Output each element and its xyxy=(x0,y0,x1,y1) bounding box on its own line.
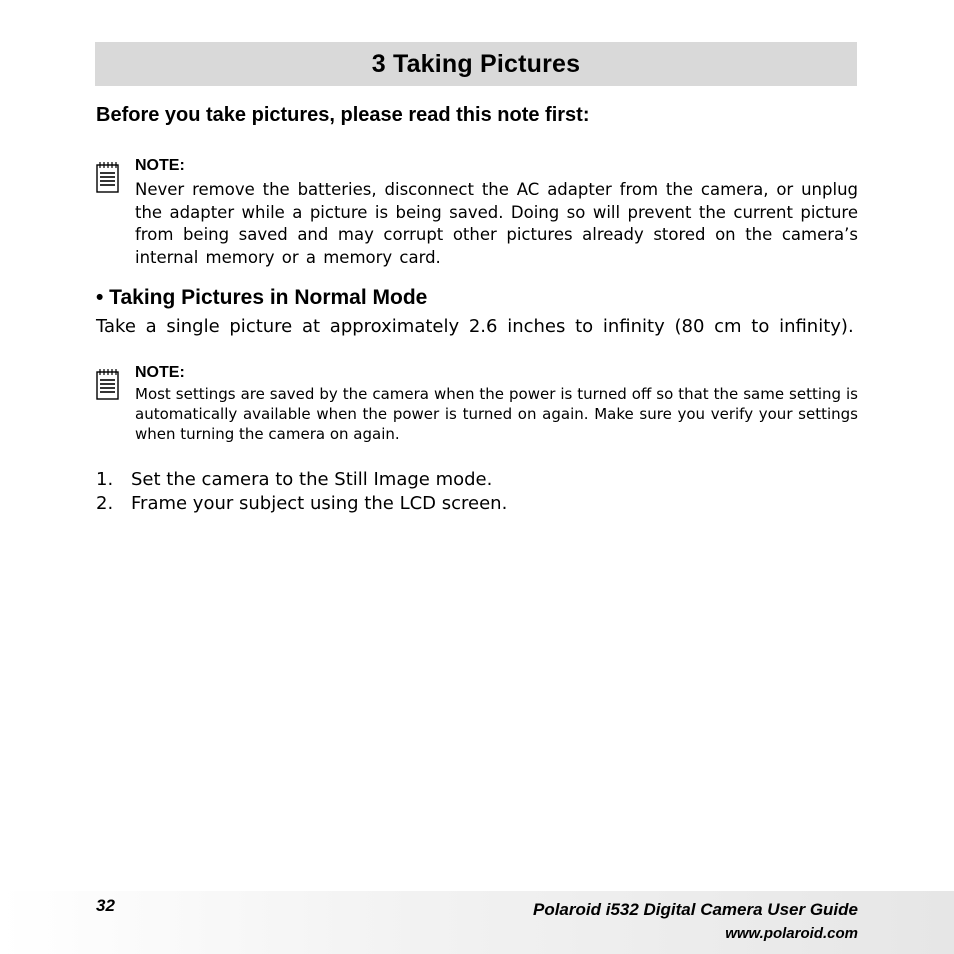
intro-heading: Before you take pictures, please read this note first: xyxy=(96,104,590,126)
list-item xyxy=(96,492,507,516)
website-url: www.polaroid.com xyxy=(725,925,858,942)
step-text: Frame your subject using the LCD screen. xyxy=(131,493,508,514)
step-text: Set the camera to the Still Image mode. xyxy=(131,469,493,490)
page-number: 32 xyxy=(96,896,115,915)
note1-label: NOTE: xyxy=(135,157,185,174)
chapter-title: 3 Taking Pictures xyxy=(371,49,581,78)
note2-label: NOTE: xyxy=(135,364,185,381)
section-body: Take a single picture at approximately 2.6 inches to infinity (80 cm to infinity). xyxy=(96,316,854,337)
note1-text: Never remove the batteries, disconnect the AC adapter from the camera, or unplug the adapter while a picture is being saved. Doing so will prevent the current picture from being saved and may corrupt other pictures already stored on the camera’s internal memory or a memory card. xyxy=(135,180,858,268)
note2-text: Most settings are saved by the camera when the power is turned off so that the same setting is automatically available when the power is turned on again. Make sure you verify your settings when turning the camera on again. xyxy=(135,385,858,443)
steps-list xyxy=(96,468,507,516)
list-item xyxy=(96,468,507,492)
step-number: 2. xyxy=(96,493,114,514)
step-number: 1. xyxy=(96,469,114,490)
notepad-icon xyxy=(96,368,120,400)
guide-title: Polaroid i532 Digital Camera User Guide xyxy=(532,900,858,919)
chapter-title-bar xyxy=(95,42,857,86)
notepad-icon xyxy=(96,161,120,193)
section-heading: • Taking Pictures in Normal Mode xyxy=(96,286,428,309)
